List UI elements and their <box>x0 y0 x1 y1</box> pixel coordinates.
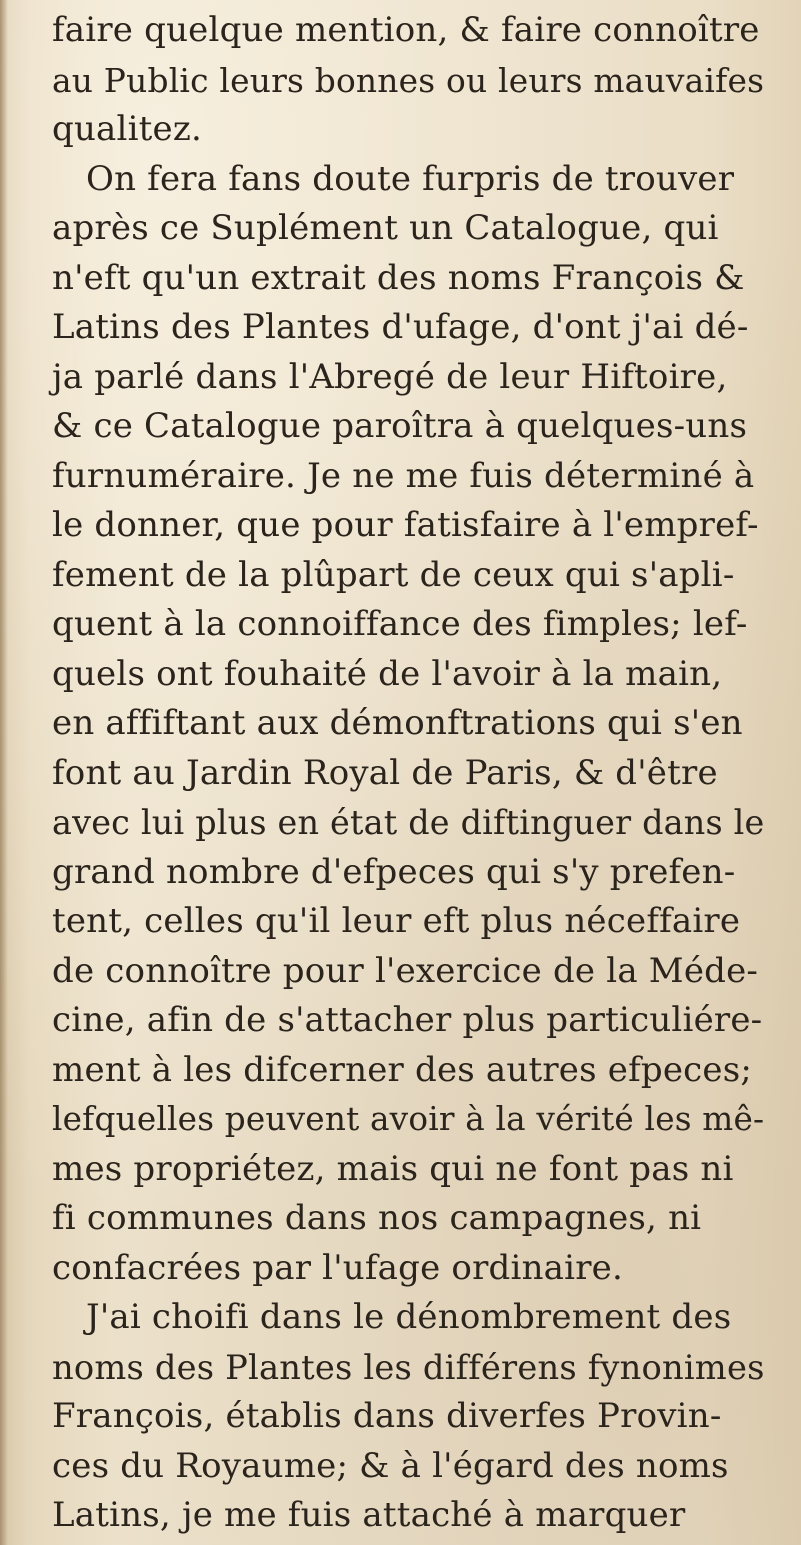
text-line: fement de la plûpart de ceux qui s'apli- <box>52 554 735 595</box>
text-line: cine, afin de s'attacher plus particuliére- <box>52 1000 763 1040</box>
page-text-block <box>52 6 768 1541</box>
text-line: & ce Catalogue paroîtra à quelques-uns <box>52 406 748 446</box>
text-line: faire quelque mention, & faire connoître <box>52 10 760 50</box>
text-line: en affiftant aux démonftrations qui s'en <box>52 703 743 743</box>
text-line: Latins des Plantes d'ufage, d'ont j'ai dé- <box>52 307 749 347</box>
text-line: grand nombre d'efpeces qui s'y prefen- <box>52 851 736 892</box>
text-line: ment à les difcerner des autres efpeces; <box>52 1049 753 1090</box>
text-line: n'eft qu'un extrait des noms François & <box>52 257 745 298</box>
text-line: de connoître pour l'exercice de la Méde- <box>52 950 759 991</box>
text-line: mes propriétez, mais qui ne font pas ni <box>52 1148 734 1189</box>
text-line: tent, celles qu'il leur eft plus néceffaire <box>52 901 741 941</box>
text-line: fi communes dans nos campagnes, ni <box>52 1198 702 1238</box>
text-line: ces du Royaume; & à l'égard des noms <box>52 1445 729 1486</box>
text-line: quels ont fouhaité de l'avoir à la main, <box>52 653 723 694</box>
page-gutter-shadow <box>0 0 8 1545</box>
text-line: quent à la connoiffance des fimples; lef- <box>52 604 748 644</box>
text-line: lefquelles peuvent avoir à la vérité les mê- <box>52 1100 765 1138</box>
text-line: furnuméraire. Je ne me fuis déterminé à <box>52 455 755 496</box>
text-line: qualitez. <box>52 109 202 149</box>
text-line: confacrées par l'ufage ordinaire. <box>52 1247 624 1288</box>
text-line: noms des Plantes les différens fynonimes <box>52 1347 765 1387</box>
text-line: font au Jardin Royal de Paris, & d'être <box>52 752 718 793</box>
text-line: Latins, je me fuis attaché à marquer <box>52 1495 686 1535</box>
text-line: le donner, que pour fatisfaire à l'empref- <box>52 505 759 545</box>
text-line: François, établis dans diverfes Provin- <box>52 1396 722 1436</box>
text-line: au Public leurs bonnes ou leurs mauvaifes <box>52 60 765 100</box>
text-line: On fera fans doute furpris de trouver <box>86 158 735 199</box>
text-line: ja parlé dans l'Abregé de leur Hiftoire, <box>52 356 728 397</box>
text-line: après ce Suplément un Catalogue, qui <box>52 208 719 248</box>
text-line: avec lui plus en état de diftinguer dans le <box>52 803 765 842</box>
text-line: J'ai choifi dans le dénombrement des <box>86 1297 732 1337</box>
